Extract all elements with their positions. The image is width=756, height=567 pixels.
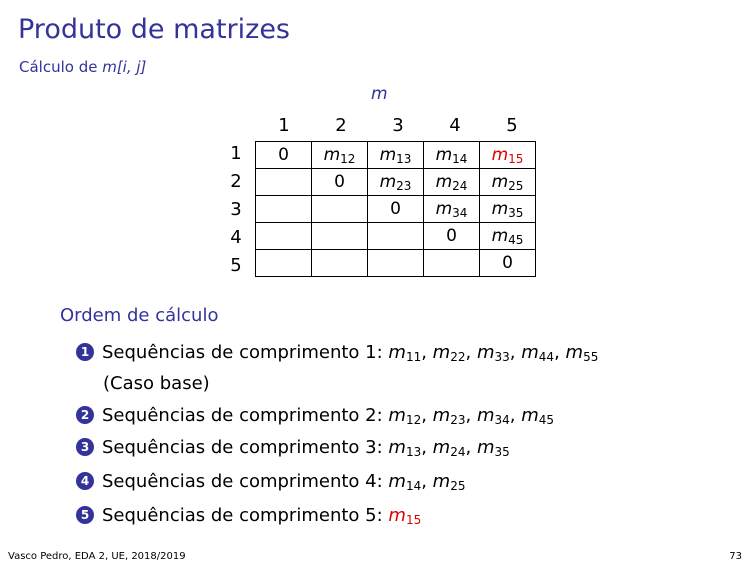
row-header: 5 [230, 255, 242, 276]
matrix-cell: $m_{12}$ [312, 142, 368, 169]
matrix-cell [256, 196, 312, 223]
matrix-row [256, 169, 536, 196]
number-bullet-icon: 3 [76, 438, 94, 456]
subtitle-text: Cálculo de [19, 58, 103, 76]
matrix-cell: 0 [256, 142, 312, 169]
matrix-cell [368, 250, 424, 277]
order-item: 5 Sequências de comprimento 5: $m_{15}$ [76, 505, 421, 527]
row-header: 2 [230, 171, 242, 192]
matrix-cell: $m_{23}$ [368, 169, 424, 196]
matrix-cell: $m_{34}$ [424, 196, 480, 223]
matrix-cell [256, 250, 312, 277]
order-item: 3 Sequências de comprimento 3: $m_{13}$, $m_{24}$, $m_{35}$ [76, 437, 510, 459]
order-item: 1 Sequências de comprimento 1: $m_{11}$, $m_{22}$, $m_{33}$, $m_{44}$, $m_{55}$ [76, 342, 598, 364]
order-item: 4 Sequências de comprimento 4: $m_{14}$, $m_{25}$ [76, 471, 466, 493]
matrix-row [256, 196, 536, 223]
matrix-cell: $m_{13}$ [368, 142, 424, 169]
row-header: 4 [230, 227, 242, 248]
matrix-cell [312, 223, 368, 250]
column-header: 2 [335, 115, 347, 136]
number-bullet-icon: 1 [76, 343, 94, 361]
matrix-cell [368, 223, 424, 250]
matrix-row [256, 223, 536, 250]
section-title: Ordem de cálculo [60, 305, 219, 326]
matrix-cell [256, 169, 312, 196]
matrix-cell [312, 250, 368, 277]
order-item: 2 Sequências de comprimento 2: $m_{12}$, $m_{23}$, $m_{34}$, $m_{45}$ [76, 405, 554, 427]
matrix-row [256, 250, 536, 277]
number-bullet-icon: 2 [76, 406, 94, 424]
column-header: 3 [392, 115, 404, 136]
page-title: Produto de matrizes [18, 14, 290, 45]
matrix-cell: $m_{24}$ [424, 169, 480, 196]
matrix-cell [256, 223, 312, 250]
order-item-continuation: (Caso base) [103, 373, 210, 394]
matrix-cell: 0 [312, 169, 368, 196]
column-header: 1 [278, 115, 290, 136]
matrix-name: m [371, 84, 388, 104]
matrix-cell: $m_{45}$ [480, 223, 536, 250]
number-bullet-icon: 4 [76, 472, 94, 490]
number-bullet-icon: 5 [76, 506, 94, 524]
footer: Vasco Pedro, EDA 2, UE, 2018/2019 [8, 551, 186, 562]
matrix-cell: $m_{25}$ [480, 169, 536, 196]
page-number: 73 [729, 551, 742, 562]
subtitle [19, 58, 146, 76]
subtitle-math: m[i, j] [102, 58, 147, 76]
column-header: 4 [449, 115, 461, 136]
matrix-table [255, 141, 536, 277]
matrix-cell: $m_{35}$ [480, 196, 536, 223]
row-header: 3 [230, 199, 242, 220]
row-header: 1 [230, 143, 242, 164]
column-header: 5 [506, 115, 518, 136]
matrix-cell [424, 250, 480, 277]
matrix-cell: 0 [424, 223, 480, 250]
matrix-cell: $m_{15}$ [480, 142, 536, 169]
matrix-cell: 0 [368, 196, 424, 223]
matrix-row [256, 142, 536, 169]
matrix-cell [312, 196, 368, 223]
matrix-cell: 0 [480, 250, 536, 277]
matrix-cell: $m_{14}$ [424, 142, 480, 169]
